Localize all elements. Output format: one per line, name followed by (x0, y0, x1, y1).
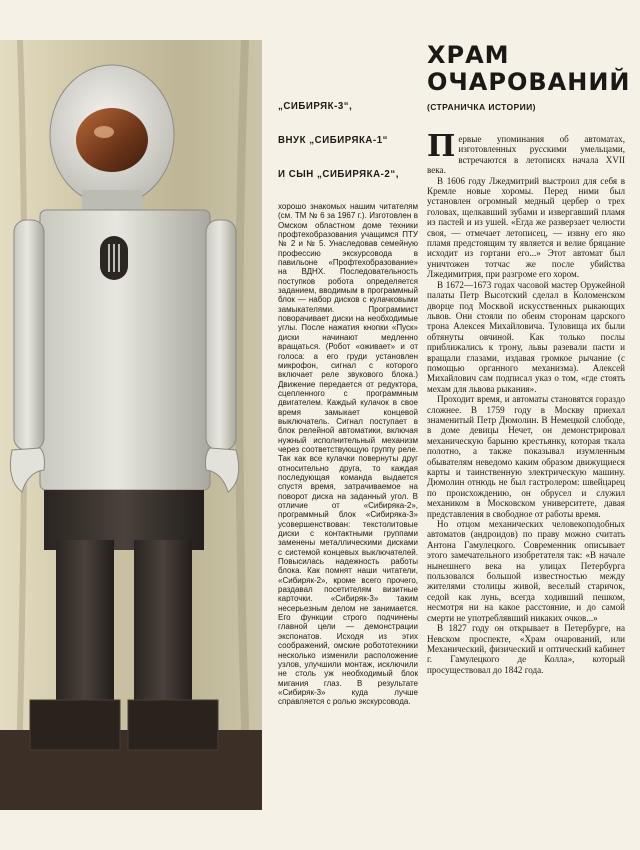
paragraph-1-text: ервые упоминания об автоматах, изготовленных русскими умельцами, встречаются в летописях начала XVII века. (427, 134, 625, 176)
paragraph-4: Проходит время, и автоматы становятся гораздо сложнее. В 1759 году в Москву приехал знаменитый Петр Дюмолин. В Немецкой слободе, в доме девицы Нечет, он демонстрировал механическую барыню крестьянку, которая ткала полотно, а также показывал изумленным обывателям неведомо каким образом движущиеся карты и таинственную электрическую машину. Дюмолин отнюдь не был гастролером: швейцарец по происхождению, он обрусел и служил механиком в Московском университете, давая представления в свободное от работы время. (427, 394, 625, 519)
robot-description: хорошо знакомых нашим читателям (см. ТМ № 6 за 1967 г.). Изготовлен в Омском областном доме техники профтехобразования учащимся ПТУ № 2 и № 5. Унаследовав семейную профессию экскурсовода в павильоне «Профтехобразование» на ВДНХ. Последовательность поступков робота определяется заданием, вводимым в программный блок — набор дисков с кулачковыми замыкателями. Программист поворачивает диски на необходимые углы. После нажатия кнопки «Пуск» диски начинают медленно вращаться. (Робот «оживает» и от голоса: а его груди установлен микрофон, сигнал с которого включает реле звукового блока.) Движение передается от редуктора, сцепленного с программным двигателем. Каждый кулачок в свое время замыкает концевой выключатель. Сигнал поступает в блок релейной автоматики, включая нужный исполнительный механизм через соответствующую группу реле. Так как все кулачки повернуты друг относительно друга, то каждая последующая команда выдается спустя время, затрачиваемое на поворот диска на заданный угол. В отличие от «Сибиряка-2», программный блок «Сибиряка-3» усовершенствован: текстолитовые диски с контактными группами заменены металлическими дисками с системой концевых выключателей. Повысилась надежность работы блока. Как помнят наши читатели, «Сибиряк-2», кроме всего прочего, раздавал посетителям визитные карточки. «Сибиряк-3» таким несерьезным делом не занимается. Его функции строго подчинены главной цели — демонстрации экспонатов. Исходя из этих соображений, омские робототехники несколько изменили расположение узлов, улучшили монтаж, исключили не столь уж необходимый блок мигания глаз. В результате «Сибиряк-3» куда лучше справляется с ролью экскурсовода. (278, 202, 418, 707)
caption-line-1: „СИБИРЯК-3“, (278, 100, 353, 112)
caption-line-2: ВНУК „СИБИРЯКА-1“ (278, 134, 389, 146)
title-line-2: ОЧАРОВАНИЙ (427, 68, 631, 96)
paragraph-3: В 1672—1673 годах часовой мастер Оружейной палаты Петр Высотский сделал в Коломенском дворце под Москвой искусственных рыкающих львов. Они стояли по обеим сторонам царского трона Алексея Михайловича. Туловища их были обтянуты овчиной. Как только послы приближались к трону, львы разевали пасти и вращали глазами, издавая громкое рычание (с помощью органного механизма). Алексей Михайлович сам подписал указ о том, «где стоять мехам для львова рыкания». (427, 279, 625, 394)
article-body (427, 129, 625, 675)
drop-cap: П (427, 129, 456, 164)
photo-caption-column (278, 100, 418, 707)
paragraph-6: В 1827 году он открывает в Петербурге, на Невском проспекте, «Храм очарований, или Механический, физический и оптический кабинет г. Гамулецкого де Колла», который просуществовал до 1842 года. (427, 623, 625, 675)
title-line-1: ХРАМ (427, 41, 510, 69)
article-title (427, 41, 631, 96)
caption-line-3: И СЫН „СИБИРЯКА-2“, (278, 168, 399, 180)
paragraph-5: Но отцом механических человекоподобных автоматов (андроидов) по праву можно считать Антона Гамулецкого. Современник описывает этого замечательного изобретателя так: «В начале нынешнего века на улицах Петербурга пользовался большой известностью между жителями столицы живой, веселый старичок, седой как лунь, всегда ходивший пешком, несмотря ни на какое расстояние, и до самой смерти не употреблявший никаких очков...» (427, 519, 625, 623)
paragraph-2: В 1606 году Лжедмитрий выстроил для себя в Кремле новые хоромы. Перед ними был установлен огромный медный цербер о трех головах, щелкавший зубами и извергавший пламя из пастей и из ушей. «Егда же разверзает челюсти своя, — отмечает летописец, — извну его яко пламя предстоящим ту является и велие бряцание исходит из гортани его...» Этот автомат был уничтожен тотчас же после убийства Лжедимитрия, при разгроме его хором. (427, 175, 625, 280)
robot-photo (0, 40, 262, 810)
article (427, 41, 631, 675)
robot-illustration (0, 40, 262, 810)
article-subtitle: (СТРАНИЧКА ИСТОРИИ) (427, 102, 536, 112)
paragraph-1 (427, 129, 625, 176)
